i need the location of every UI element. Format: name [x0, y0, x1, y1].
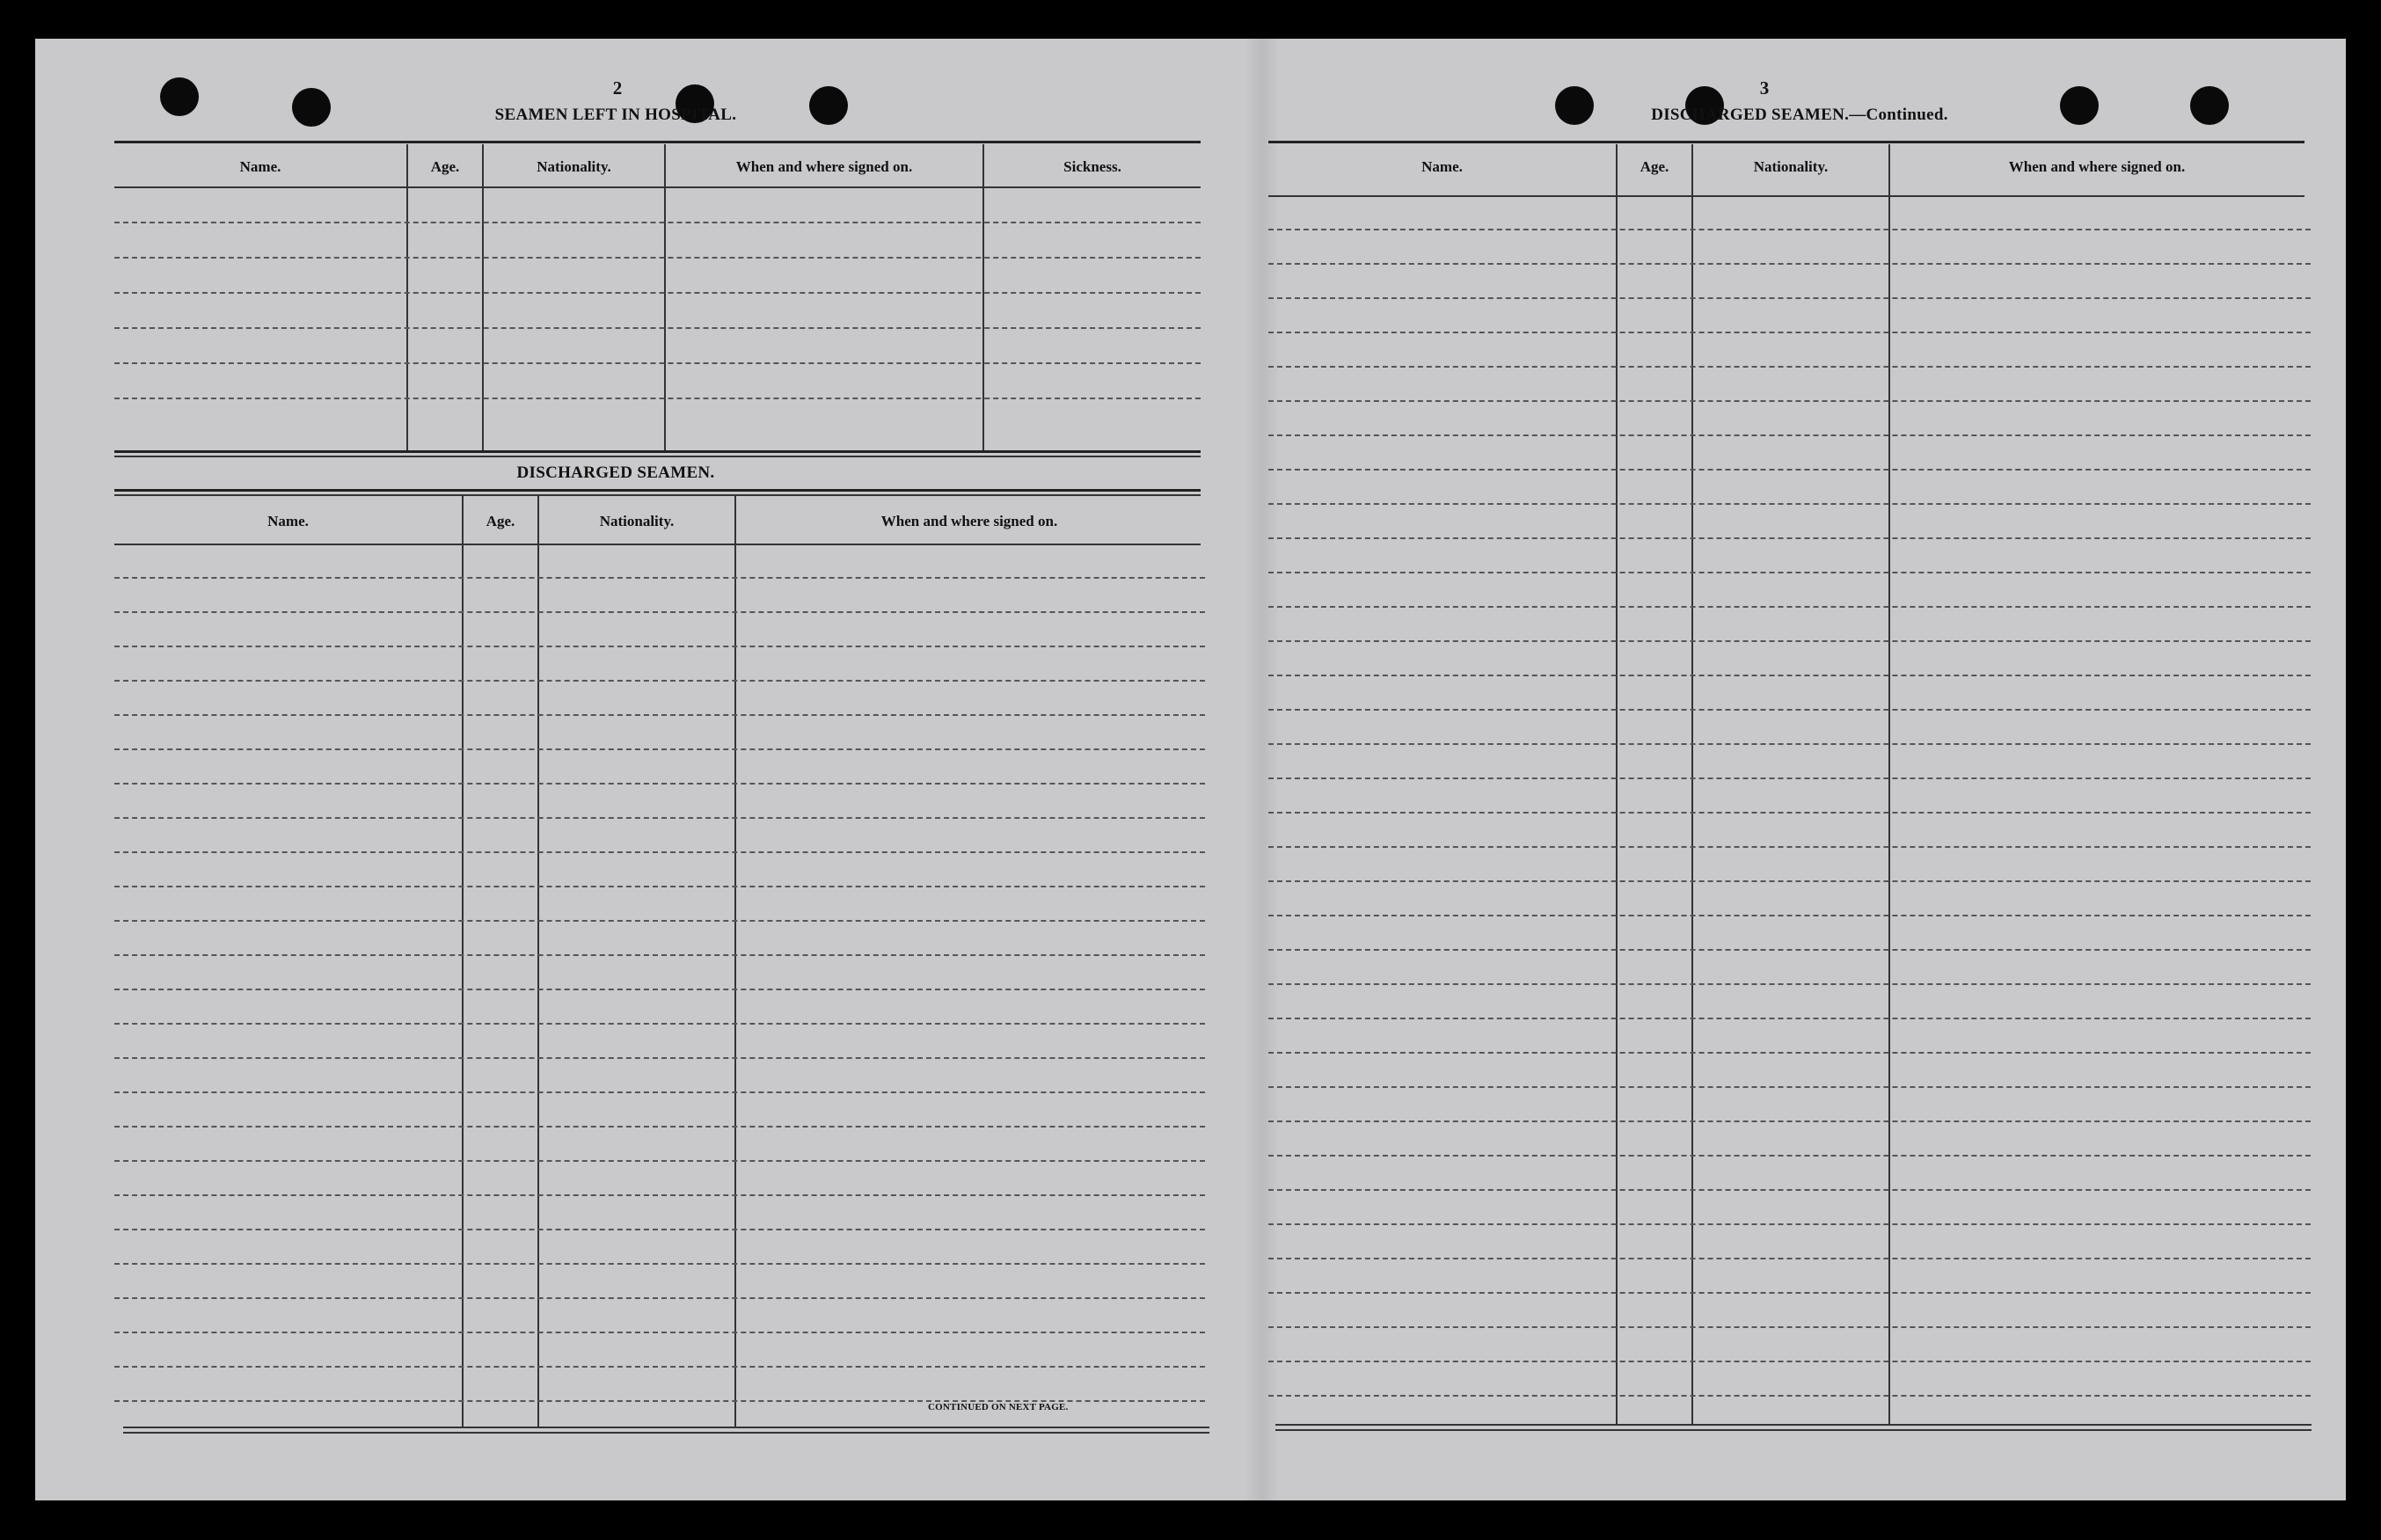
- hospital-section-title: SEAMEN LEFT IN HOSPITAL.: [494, 106, 737, 124]
- ruled-line: [114, 1160, 1205, 1162]
- discharged-col-age: Age.: [486, 513, 515, 529]
- punch-hole: [160, 77, 199, 116]
- ruled-line: [1268, 812, 2311, 814]
- ruled-line: [114, 920, 1205, 922]
- hospital-rows: [114, 186, 1201, 450]
- ruled-line: [1268, 400, 2311, 402]
- discharged-top-rule-2: [114, 494, 1201, 496]
- ruled-line: [1268, 1189, 2311, 1191]
- ruled-line: [1268, 949, 2311, 951]
- ruled-line: [114, 1023, 1205, 1025]
- continued-note: CONTINUED ON NEXT PAGE.: [928, 1402, 1069, 1412]
- ruled-line: [114, 748, 1205, 750]
- hospital-col-signed-on: When and where signed on.: [735, 158, 913, 175]
- ruled-line: [114, 362, 1201, 364]
- ruled-line: [114, 611, 1205, 613]
- discharged-rows: [114, 544, 1205, 1423]
- hospital-col-age: Age.: [430, 158, 460, 175]
- hospital-bottom-rule: [114, 450, 1201, 453]
- ruled-line: [114, 1091, 1205, 1093]
- ruled-line: [114, 257, 1201, 259]
- ruled-line: [114, 886, 1205, 887]
- discharged-section-title: DISCHARGED SEAMEN.: [516, 463, 715, 482]
- ruled-line: [114, 680, 1205, 682]
- punch-hole: [292, 88, 331, 127]
- hospital-col-sickness: Sickness.: [1063, 158, 1121, 175]
- discharged-bottom-rule: [123, 1427, 1209, 1428]
- ruled-line: [114, 1366, 1205, 1368]
- discharged-col-nationality: Nationality.: [599, 513, 675, 529]
- right-col-nationality: Nationality.: [1753, 158, 1829, 175]
- ruled-line: [1268, 229, 2311, 230]
- discharged-bottom-rule-2: [123, 1432, 1209, 1434]
- ruled-line: [1268, 880, 2311, 882]
- ruled-line: [1268, 537, 2311, 539]
- right-rows: [1268, 195, 2311, 1422]
- ruled-line: [1268, 1086, 2311, 1088]
- ruled-line: [1268, 1292, 2311, 1294]
- ruled-line: [1268, 606, 2311, 608]
- ruled-line: [1268, 846, 2311, 848]
- hospital-top-rule: [114, 141, 1201, 143]
- ruled-line: [114, 222, 1201, 223]
- ruled-line: [1268, 675, 2311, 676]
- ruled-line: [1268, 1018, 2311, 1019]
- ruled-line: [114, 577, 1205, 579]
- ruled-line: [1268, 263, 2311, 265]
- ruled-line: [1268, 743, 2311, 745]
- ruled-line: [1268, 572, 2311, 573]
- ruled-line: [1268, 983, 2311, 985]
- ruled-line: [114, 1297, 1205, 1299]
- ruled-line: [114, 646, 1205, 647]
- ruled-line: [1268, 503, 2311, 505]
- ruled-line: [114, 714, 1205, 716]
- ruled-line: [1268, 1155, 2311, 1157]
- punch-hole: [2060, 86, 2099, 125]
- ruled-line: [1268, 1052, 2311, 1054]
- hospital-col-name: Name.: [239, 158, 281, 175]
- ruled-line: [1268, 1361, 2311, 1362]
- ruled-line: [1268, 297, 2311, 299]
- ruled-line: [114, 1057, 1205, 1059]
- ruled-line: [114, 1229, 1205, 1230]
- ruled-line: [114, 1194, 1205, 1196]
- ruled-line: [114, 954, 1205, 956]
- hospital-col-nationality: Nationality.: [537, 158, 611, 175]
- ruled-line: [114, 1263, 1205, 1265]
- discharged-top-rule: [114, 489, 1201, 492]
- ruled-line: [114, 1332, 1205, 1333]
- left-page-number: 2: [612, 77, 623, 99]
- ruled-line: [1268, 1395, 2311, 1397]
- punch-hole: [2190, 86, 2229, 125]
- ruled-line: [1268, 777, 2311, 779]
- hospital-bottom-rule-2: [114, 456, 1201, 457]
- discharged-col-signed-on: When and where signed on.: [880, 513, 1058, 529]
- ruled-line: [1268, 1120, 2311, 1122]
- ruled-line: [114, 783, 1205, 785]
- ruled-line: [1268, 332, 2311, 333]
- ruled-line: [1268, 1223, 2311, 1225]
- ruled-line: [1268, 1326, 2311, 1328]
- ruled-line: [114, 817, 1205, 819]
- right-top-rule: [1268, 141, 2304, 143]
- manifest-sheet: [35, 39, 2346, 1500]
- ruled-line: [1268, 1258, 2311, 1259]
- ruled-line: [1268, 915, 2311, 916]
- ruled-line: [114, 398, 1201, 399]
- right-bottom-rule: [1275, 1424, 2312, 1426]
- ruled-line: [114, 292, 1201, 294]
- discharged-col-name: Name.: [267, 513, 309, 529]
- right-col-signed-on: When and where signed on.: [2008, 158, 2186, 175]
- ruled-line: [114, 851, 1205, 853]
- ruled-line: [1268, 434, 2311, 436]
- ruled-line: [114, 327, 1201, 329]
- right-page-number: 3: [1759, 77, 1770, 99]
- right-col-name: Name.: [1421, 158, 1463, 175]
- right-section-title: DISCHARGED SEAMEN.—Continued.: [1651, 106, 1948, 124]
- ruled-line: [1268, 469, 2311, 471]
- right-bottom-rule-2: [1275, 1429, 2312, 1431]
- ruled-line: [114, 989, 1205, 990]
- ruled-line: [1268, 709, 2311, 711]
- right-col-age: Age.: [1640, 158, 1669, 175]
- ruled-line: [1268, 366, 2311, 368]
- ruled-line: [1268, 640, 2311, 642]
- ruled-line: [114, 1126, 1205, 1128]
